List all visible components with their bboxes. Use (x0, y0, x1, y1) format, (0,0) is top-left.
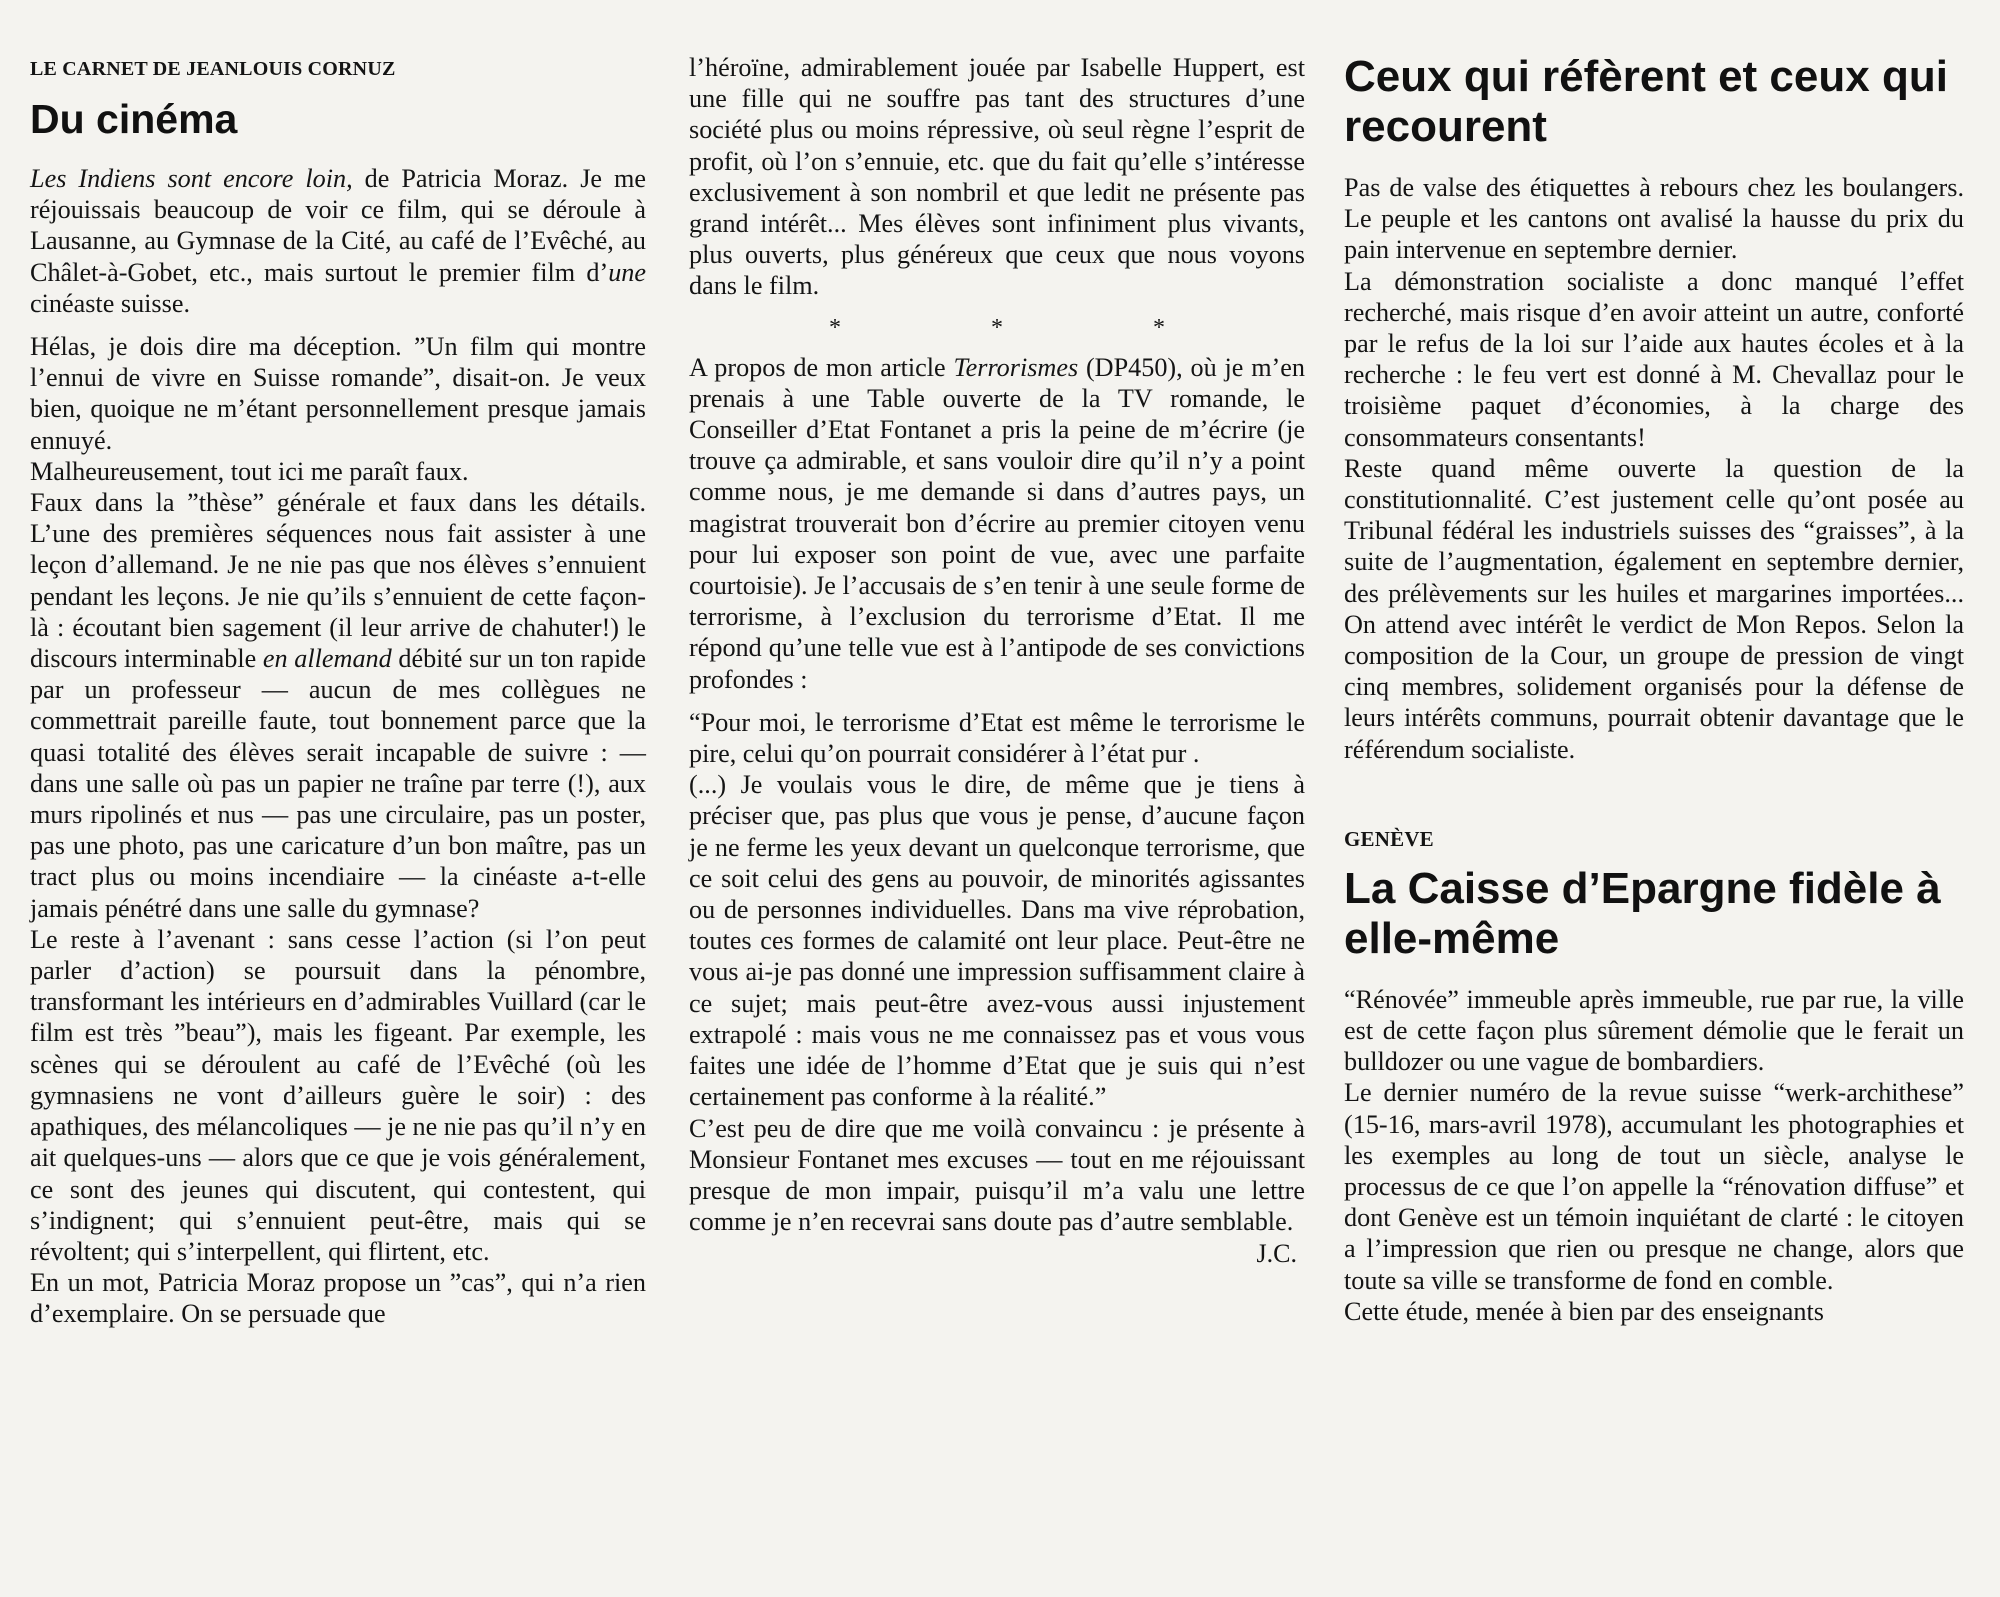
asterisk: * (1153, 314, 1165, 341)
paragraph: Le dernier numéro de la revue suisse “werk-archithese” (15-16, mars-avril 1978), accumulant les photographies et les exemples au long de tout un siècle, analyse le processus de ce que l’on appelle la “rénovation diffuse” et dont Genève est un témoin inquiétant de clarté : le citoyen a l’impression que rien ou presque ne change, alors que toute sa ville se transforme de fond en comble. (1344, 1078, 1964, 1295)
article-title: La Caisse d’Epargne fidèle à elle-même (1344, 863, 1941, 963)
column-1 (30, 52, 646, 1330)
paragraph: Cette étude, menée à bien par des enseignants (1344, 1296, 1824, 1326)
article-reference: Terrorismes (953, 352, 1079, 382)
column-3 (1344, 52, 1964, 1327)
paragraph: Le reste à l’avenant : sans cesse l’action (si l’on peut parler d’action) se poursuit dans la pénombre, transformant les intérieurs en d’admirables Vuillard (car le film est très ”beau”), mais les figeant. Par exemple, les scènes qui se déroulent au café de l’Evêché (où les gymnasiens ne vont d’ailleurs guère le soir) : des apathiques, des mélancoliques — je ne nie pas qu’il n’y en ait quelques-uns — alors que ce que je vois généralement, ce sont des jeunes qui discutent, qui contestent, qui s’indignent; qui s’ennuient peut-être, mais qui se révoltent; qui s’interpellent, qui flirtent, etc. (30, 924, 646, 1266)
paragraph: Les Indiens sont encore loin, de Patricia Moraz. Je me réjouissais beaucoup de voir ce film, qui se déroule à Lausanne, au Gymnase de la Cité, au café de l’Evêché, au Châlet-à-Gobet, etc., mais surtout le premier film d’une cinéaste suisse. (30, 164, 647, 318)
paragraph: La démonstration socialiste a donc manqué l’effet recherché, mais risque d’en avoir atteint un autre, conforté par le refus de la loi sur l’aide aux hautes écoles et à la recherche : le feu vert est donné à M. Chevallaz pour le troisième paquet d’économies, à la charge des consommateurs consentants! (1344, 266, 1964, 452)
paragraph: Malheureusement, tout ici me paraît faux. (30, 456, 469, 486)
quote-paragraph: (...) Je voulais vous le dire, de même que je tiens à préciser que, pas plus que vous je pense, d’aucune façon je ne ferme les yeux devant un quelconque terrorisme, que ce soit celui des gens au pouvoir, de minorités agissantes ou de personnes individuelles. Dans ma vive réprobation, toutes ces formes de calamité ont leur place. Peut-être ne vous ai-je pas donné une impression suffisamment claire à ce sujet; mais peut-être avez-vous aussi injustement extrapolé : mais vous ne me connaissez pas et vous vous faites une idée de l’homme d’Etat que je suis qui n’est certainement pas conforme à la réalité.” (689, 770, 1305, 1112)
article-title: Ceux qui réfèrent et ceux qui recourent (1344, 52, 1948, 151)
article-title: Du cinéma (30, 96, 238, 142)
signature: J.C. (1256, 1239, 1297, 1269)
column-kicker: LE CARNET DE JEANLOUIS CORNUZ (30, 58, 396, 80)
paragraph: Hélas, je dois dire ma déception. ”Un film qui montre l’ennui de vivre en Suisse romande”, disait-on. Je veux bien, quoique ne m’étant personnellement presque jamais ennuyé. (30, 332, 646, 455)
paragraph: A propos de mon article Terrorismes (DP450), où je m’en prenais à une Table ouverte de la TV romande, le Conseiller d’Etat Fontanet a pris la peine de m’écrire (je trouve ça admirable, et sans vouloir dire qu’il n’y a point comme nous, je me demande si dans d’autres pays, un magistrat trouverait bon d’écrire au premier citoyen venu pour lui exposer son point de vue, avec une parfaite courtoisie). Je l’accusais de s’en tenir à une seule forme de terrorisme, à l’exclusion du terrorisme d’Etat. Il me répond qu’une telle vue est à l’antipode de ses convictions profondes : (689, 352, 1305, 694)
paragraph: Pas de valse des étiquettes à rebours chez les boulangers. Le peuple et les cantons ont avalisé la hausse du prix du pain intervenue en septembre dernier. (1344, 173, 1964, 265)
asterisk: * (991, 314, 1003, 341)
paragraph: En un mot, Patricia Moraz propose un ”cas”, qui n’a rien d’exemplaire. On se persuade que (30, 1268, 646, 1329)
column-2 (689, 52, 1305, 1269)
paragraph: Faux dans la ”thèse” générale et faux dans les détails. L’une des premières séquences nous fait assister à une leçon d’allemand. Je ne nie pas que nos élèves s’ennuient pendant les leçons. Je nie qu’ils s’ennuient de cette façon-là : écoutant bien sagement (il leur arrive de chahuter!) le discours interminable en allemand débité sur un ton rapide par un professeur — aucun de mes collègues ne commettrait pareille faute, tout bonnement parce que la quasi totalité des élèves serait incapable de suivre : — dans une salle où pas un papier ne traîne par terre (!), aux murs ripolinés et nus — pas une circulaire, pas un poster, pas une photo, pas une caricature d’un bon maître, pas un tract plus ou moins incendiaire — la cinéaste a-t-elle jamais pénétré dans une salle du gymnase? (30, 488, 646, 923)
paragraph: Reste quand même ouverte la question de la constitutionnalité. C’est justement celle qu’ont posée au Tribunal fédéral les industriels suisses des “graisses”, à la suite de l’augmentation, également en septembre dernier, des prélèvements sur les huiles et margarines importées... On attend avec intérêt le verdict de Mon Repos. Selon la composition de la Cour, un groupe de pression de vingt cinq membres, solidement organisés pour la défense de leurs intérêts communs, pourrait obtenir davantage que le référendum socialiste. (1344, 453, 1964, 764)
paragraph: “Rénovée” immeuble après immeuble, rue par rue, la ville est de cette façon plus sûrement démolie que le ferait un bulldozer ou une vague de bombardiers. (1344, 984, 1964, 1077)
asterisk: * (829, 314, 841, 341)
section-kicker: GENÈVE (1344, 826, 1434, 851)
film-title: Les Indiens sont encore loin, (30, 164, 353, 193)
quote-paragraph: “Pour moi, le terrorisme d’Etat est même le terrorisme le pire, celui qu’on pourrait considérer à l’état pur . (689, 707, 1305, 769)
paragraph: l’héroïne, admirablement jouée par Isabelle Huppert, est une fille qui ne souffre pas tant des structures d’une société plus ou moins répressive, où seul règne l’esprit de profit, où l’on s’ennuie, etc. que du fait qu’elle s’intéresse exclusivement à son nombril et que ledit ne présente pas grand intérêt... Mes élèves sont infiniment plus vivants, plus ouverts, plus généreux que ceux que nous voyons dans le film. (689, 53, 1305, 301)
section-separator (689, 316, 1305, 340)
geneve-section (1344, 827, 1964, 1327)
paragraph: C’est peu de dire que me voilà convaincu : je présente à Monsieur Fontanet mes excuses — tout en me réjouissant presque de mon impair, puisqu’il m’a valu une lettre comme je n’en recevrai sans doute pas d’autre semblable. (689, 1113, 1305, 1237)
